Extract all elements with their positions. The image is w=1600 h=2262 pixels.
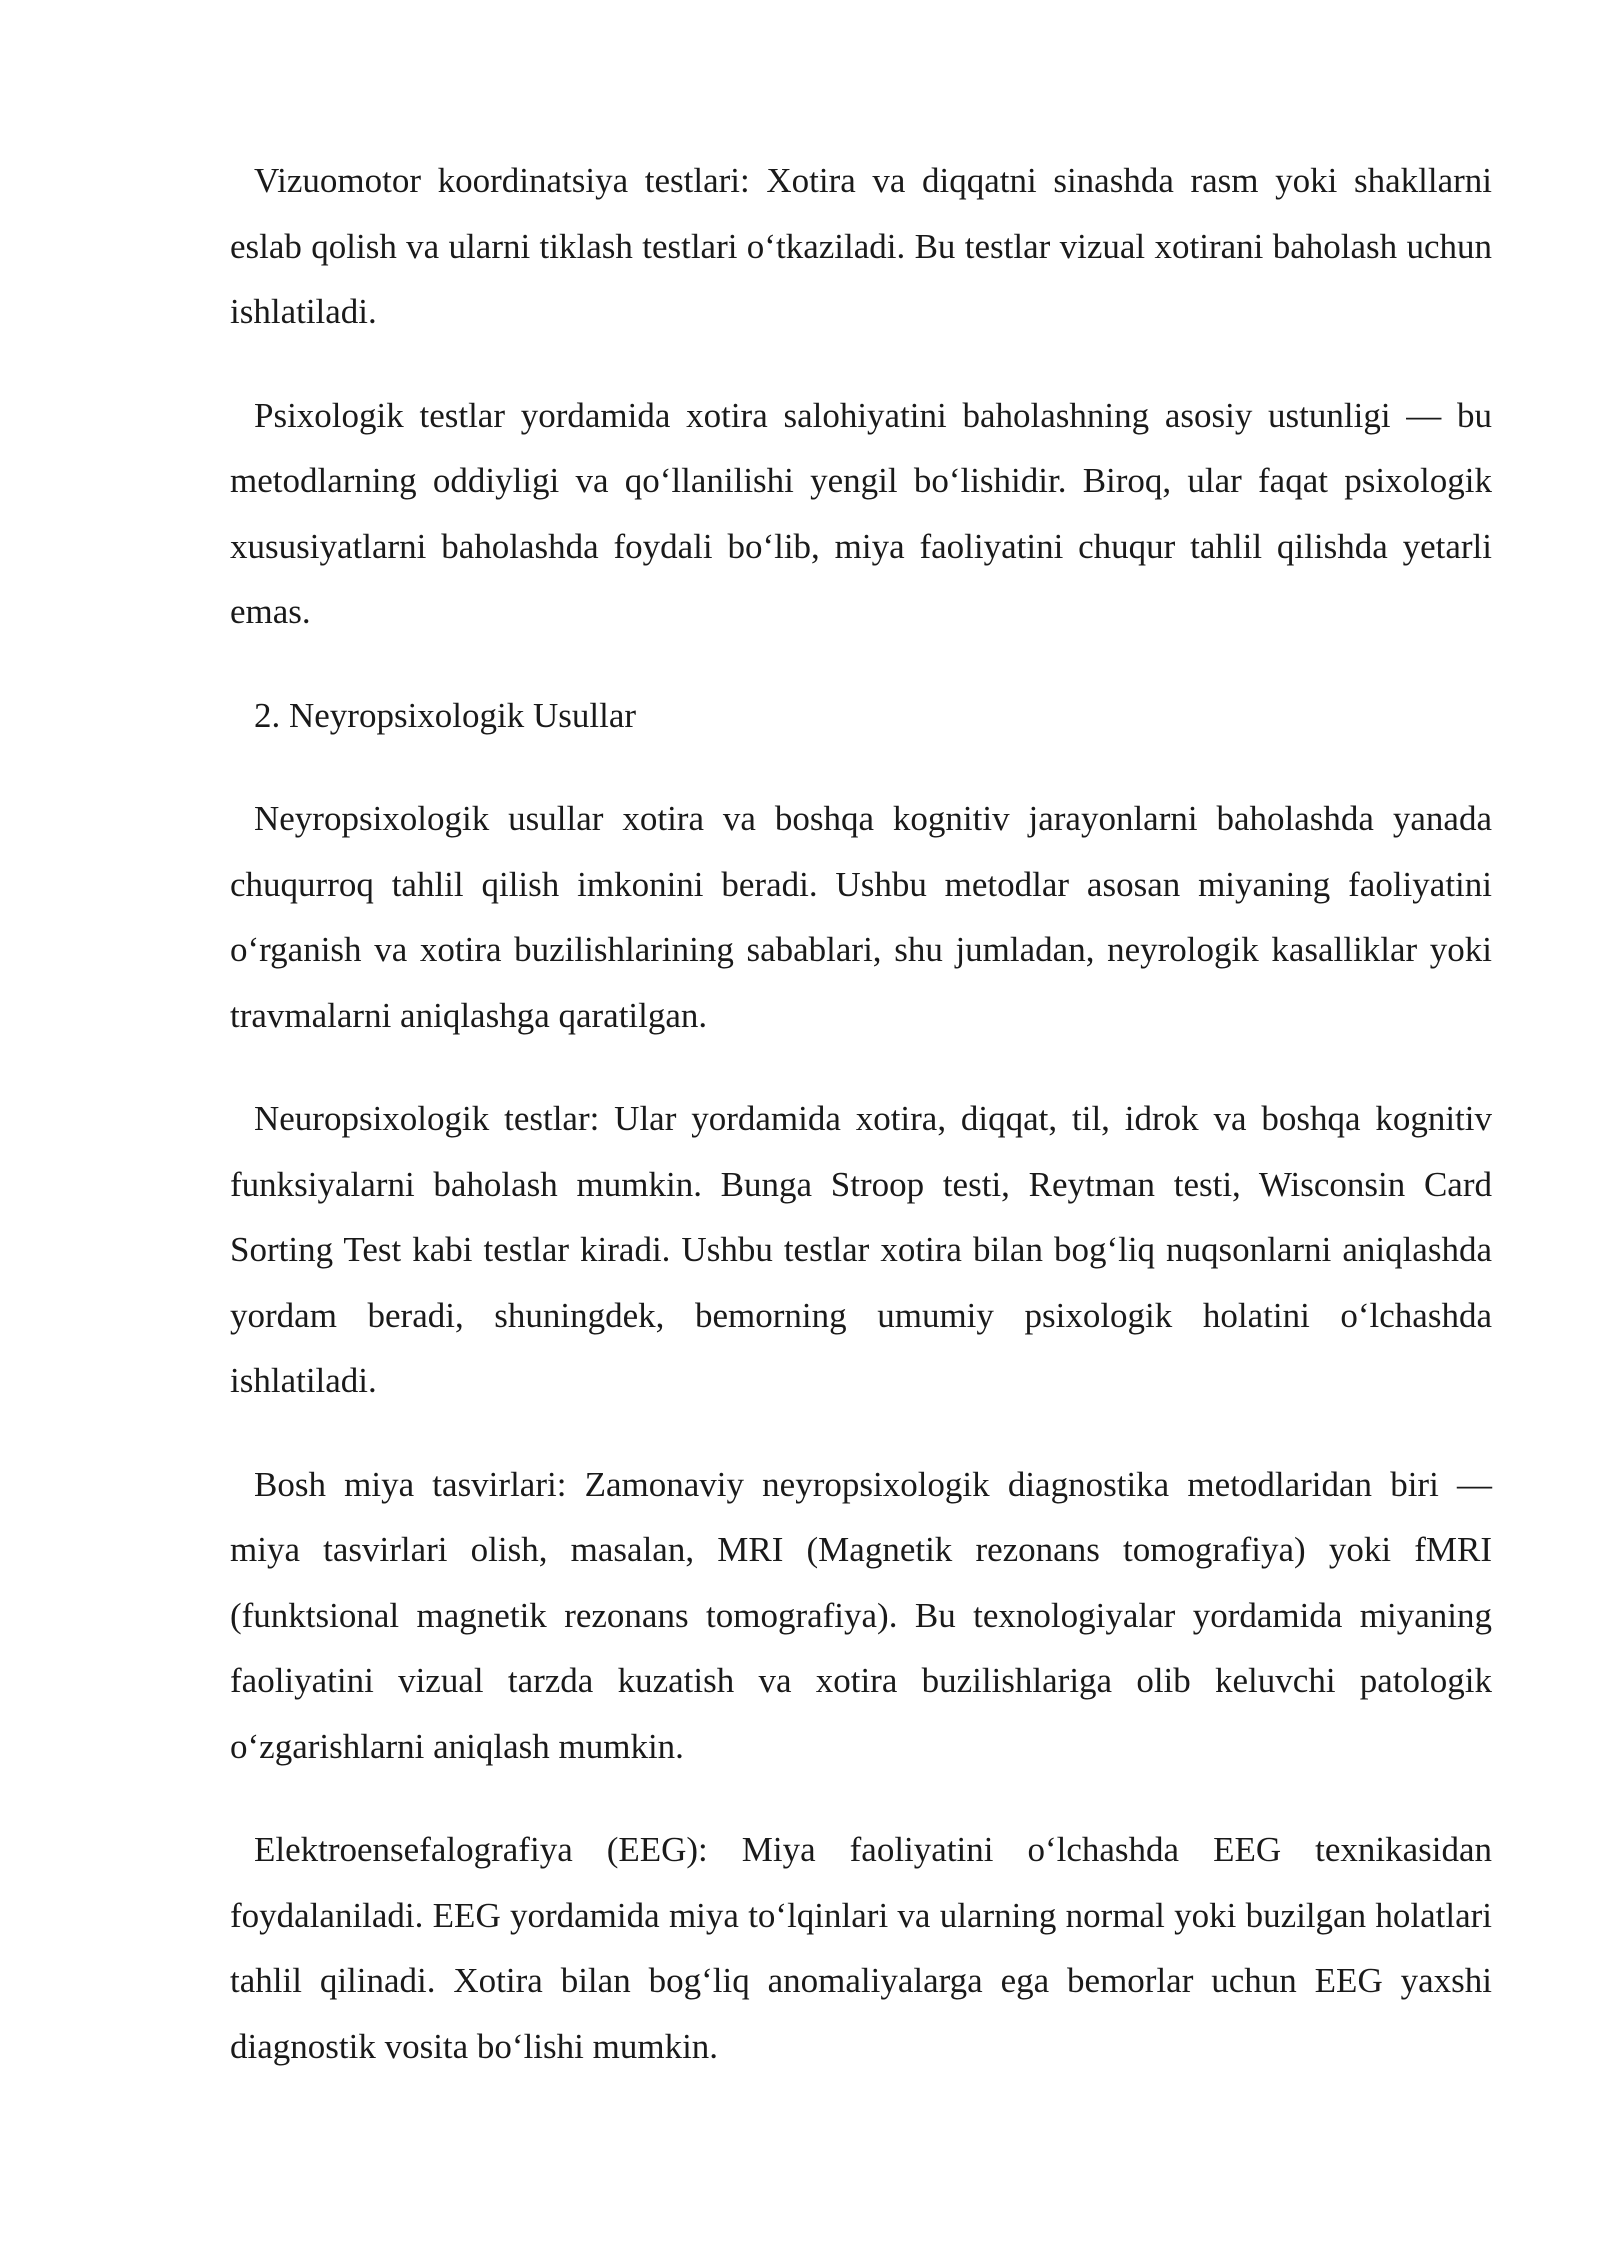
paragraph-neuropsychological-methods: Neyropsixologik usullar xotira va boshqa kognitiv jarayonlarni baholashda yanada chuqurroq tahlil qilish imkonini beradi. Ushbu metodlar asosan miyaning faoliyatini o‘rganish va xotira buzilishlarining sabablari, shu jumladan, neyrologik kasalliklar yoki travmalarni aniqlashga qaratilgan.: [230, 799, 1492, 1035]
paragraph-neuropsychological-tests: Neuropsixologik testlar: Ular yordamida xotira, diqqat, til, idrok va boshqa kognitiv funksiyalarni baholash mumkin. Bunga Stroop testi, Reytman testi, Wisconsin Card Sorting Test kabi testlar kiradi. Ushbu testlar xotira bilan bog‘liq nuqsonlarni aniqlashda yordam beradi, shuningdek, bemorning umumiy psixologik holatini o‘lchashda ishlatiladi.: [230, 1099, 1492, 1400]
section-heading-neuropsychological-methods: 2. Neyropsixologik Usullar: [254, 695, 637, 735]
paragraph-eeg: Elektroensefalografiya (EEG): Miya faoliyatini o‘lchashda EEG texnikasidan foydalaniladi. EEG yordamida miya to‘lqinlari va ularning normal yoki buzilgan holatlari tahlil qilinadi. Xotira bilan bog‘liq anomaliyalarga ega bemorlar uchun EEG yaxshi diagnostik vosita bo‘lishi mumkin.: [230, 1830, 1492, 2066]
paragraph-psychological-tests-advantage: Psixologik testlar yordamida xotira salohiyatini baholashning asosiy ustunligi — bu metodlarning oddiyligi va qo‘llanilishi yengil bo‘lishidir. Biroq, ular faqat psixologik xususiyatlarni baholashda foydali bo‘lib, miya faoliyatini chuqur tahlil qilishda yetarli emas.: [230, 395, 1492, 631]
paragraph-visuomotor-tests: Vizuomotor koordinatsiya testlari: Xotira va diqqatni sinashda rasm yoki shakllarni eslab qolish va ularni tiklash testlari o‘tkaziladi. Bu testlar vizual xotirani baholash uchun ishlatiladi.: [230, 161, 1492, 331]
document-body: [230, 148, 1492, 2117]
paragraph-brain-imaging: Bosh miya tasvirlari: Zamonaviy neyropsixologik diagnostika metodlaridan biri — miya tasvirlari olish, masalan, MRI (Magnetik rezonans tomografiya) yoki fMRI (funktsional magnetik rezonans tomografiya). Bu texnologiyalar yordamida miyaning faoliyatini vizual tarzda kuzatish va xotira buzilishlariga olib keluvchi patologik o‘zgarishlarni aniqlash mumkin.: [230, 1464, 1492, 1766]
